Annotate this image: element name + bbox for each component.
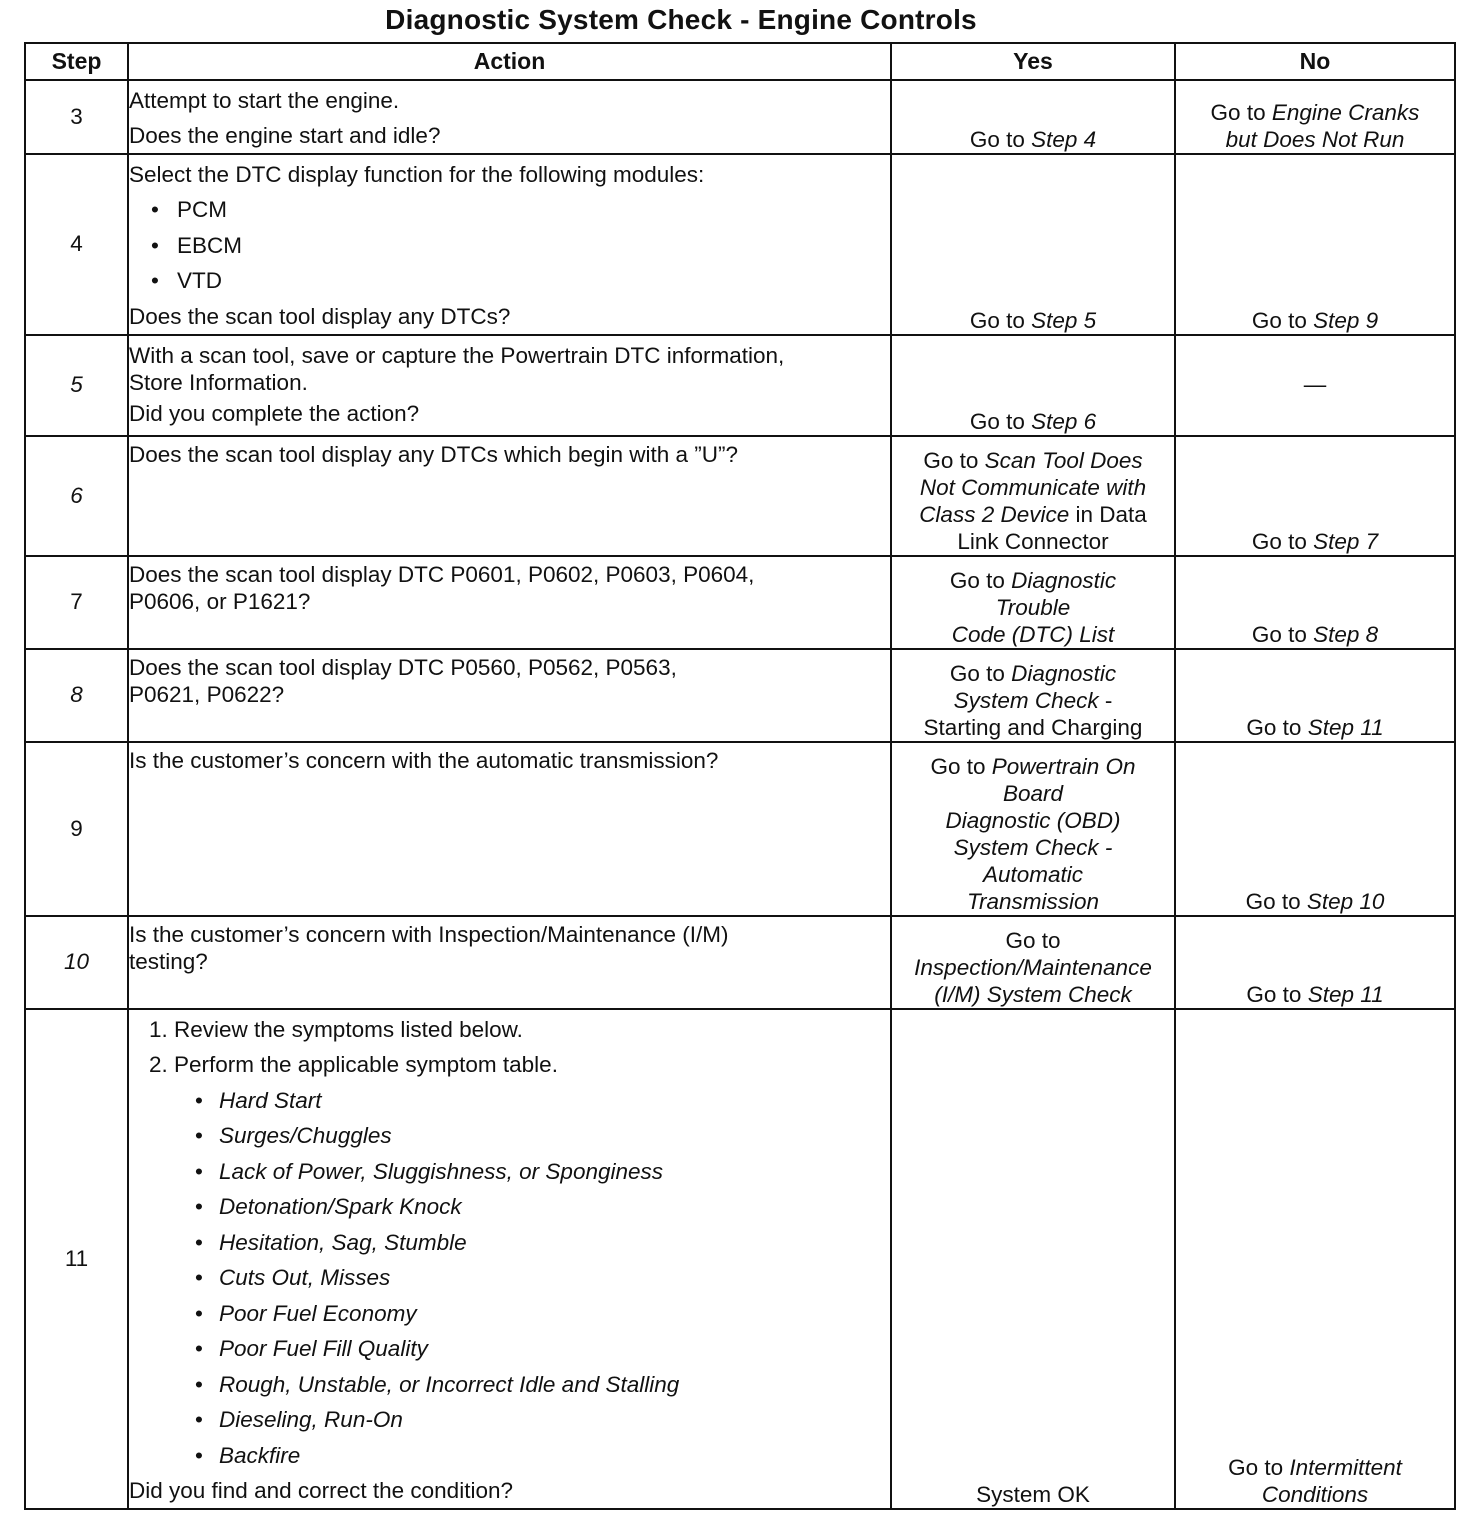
- no-cell: [1175, 916, 1455, 1009]
- header-yes: Yes: [891, 43, 1175, 80]
- action-cell: [128, 80, 891, 154]
- yes-text-cont: -: [1098, 687, 1113, 713]
- no-cell: [1175, 742, 1455, 916]
- yes-link[interactable]: Powertrain On: [991, 753, 1136, 779]
- table-row: [25, 916, 1455, 1009]
- table-row: [25, 436, 1455, 556]
- yes-link[interactable]: Inspection/Maintenance: [914, 954, 1152, 980]
- no-link[interactable]: Step 11: [1307, 714, 1384, 740]
- yes-cell: [891, 742, 1175, 916]
- table-row: [25, 335, 1455, 436]
- no-text: Go to: [1245, 888, 1307, 914]
- no-cell: [1175, 80, 1455, 154]
- yes-link-cont[interactable]: Class 2 Device: [919, 501, 1070, 527]
- symptom-link[interactable]: • Detonation/Spark Knock: [195, 1189, 890, 1225]
- no-link[interactable]: Step 10: [1306, 888, 1385, 914]
- no-link[interactable]: Engine Cranks: [1271, 100, 1420, 125]
- yes-text: Go to: [969, 127, 1032, 152]
- yes-cell: [891, 154, 1175, 335]
- yes-link-cont[interactable]: Code (DTC) List: [951, 621, 1115, 647]
- no-link-cont[interactable]: but Does Not Run: [1225, 127, 1405, 152]
- no-cell: [1175, 556, 1455, 649]
- action-question-cont: testing?: [129, 948, 208, 974]
- list-item: • VTD: [151, 263, 890, 299]
- yes-text: Go to: [1005, 927, 1061, 953]
- action-question: Is the customer’s concern with the automatic transmission?: [129, 747, 719, 773]
- symptom-link[interactable]: • Cuts Out, Misses: [195, 1260, 890, 1296]
- list-item: 2. Perform the applicable symptom table.: [149, 1052, 558, 1077]
- action-text: Attempt to start the engine.: [129, 88, 400, 113]
- action-text-cont: Store Information.: [129, 369, 308, 395]
- symptom-link[interactable]: • Hard Start: [195, 1083, 890, 1119]
- list-item: 1. Review the symptoms listed below.: [149, 1016, 523, 1042]
- yes-cell: [891, 335, 1175, 436]
- yes-link[interactable]: Diagnostic: [1011, 567, 1117, 593]
- yes-text: Go to: [949, 567, 1012, 593]
- symptom-link[interactable]: • Rough, Unstable, or Incorrect Idle and Stalling: [195, 1367, 890, 1403]
- yes-link-cont[interactable]: (I/M) System Check: [934, 981, 1132, 1007]
- symptom-link[interactable]: • Backfire: [195, 1438, 890, 1474]
- no-text: Go to: [1251, 307, 1314, 333]
- symptom-link[interactable]: • Lack of Power, Sluggishness, or Sponginess: [195, 1154, 890, 1190]
- action-question: Does the engine start and idle?: [129, 123, 441, 148]
- yes-text: Go to: [969, 408, 1032, 434]
- yes-link-cont[interactable]: Board: [1002, 780, 1064, 806]
- table-row: [25, 556, 1455, 649]
- action-cell: [128, 436, 891, 556]
- yes-cell: [891, 556, 1175, 649]
- table-row: [25, 80, 1455, 154]
- yes-link-cont[interactable]: Diagnostic (OBD): [945, 807, 1121, 833]
- step-number: 7: [25, 556, 128, 649]
- yes-link-cont[interactable]: Not Communicate with: [919, 474, 1147, 500]
- no-cell: [1175, 335, 1455, 436]
- step-number: 6: [25, 436, 128, 556]
- action-text: Select the DTC display function for the following modules:: [129, 162, 705, 187]
- header-step: Step: [25, 43, 128, 80]
- step-number: 8: [25, 649, 128, 742]
- no-link[interactable]: Step 7: [1313, 528, 1379, 554]
- step-number: 11: [25, 1009, 128, 1510]
- yes-text: System OK: [976, 1482, 1090, 1507]
- diagnostic-table: [24, 42, 1456, 1510]
- action-question-cont: P0621, P0622?: [129, 681, 285, 707]
- yes-link-cont[interactable]: System Check: [953, 687, 1099, 713]
- step-number: 9: [25, 742, 128, 916]
- symptom-link[interactable]: • Hesitation, Sag, Stumble: [195, 1225, 890, 1261]
- no-cell: [1175, 649, 1455, 742]
- no-text: Go to: [1228, 1455, 1290, 1480]
- table-row: [25, 649, 1455, 742]
- action-cell: [128, 649, 891, 742]
- yes-text: Go to: [923, 447, 985, 473]
- symptom-link[interactable]: • Poor Fuel Economy: [195, 1296, 890, 1332]
- header-action: Action: [128, 43, 891, 80]
- no-cell: [1175, 154, 1455, 335]
- no-link-cont[interactable]: Conditions: [1261, 1482, 1369, 1507]
- step-number: 4: [25, 154, 128, 335]
- step-number: 3: [25, 80, 128, 154]
- yes-link[interactable]: Scan Tool Does: [984, 447, 1143, 473]
- no-cell: [1175, 1009, 1455, 1510]
- header-no: No: [1175, 43, 1455, 80]
- symptom-link[interactable]: • Dieseling, Run-On: [195, 1402, 890, 1438]
- yes-link[interactable]: Step 5: [1031, 307, 1097, 333]
- yes-link-cont[interactable]: System Check -: [953, 834, 1113, 860]
- table-row: [25, 1009, 1455, 1510]
- action-question: Does the scan tool display DTC P0560, P0562, P0563,: [129, 654, 677, 680]
- no-text: Go to: [1251, 621, 1314, 647]
- yes-cell: [891, 649, 1175, 742]
- no-text: Go to: [1210, 100, 1272, 125]
- no-cell: [1175, 436, 1455, 556]
- no-dash: —: [1303, 372, 1327, 397]
- action-cell: [128, 556, 891, 649]
- action-text: With a scan tool, save or capture the Powertrain DTC information,: [129, 342, 785, 368]
- action-question: Does the scan tool display DTC P0601, P0602, P0603, P0604,: [129, 561, 755, 587]
- no-link[interactable]: Step 8: [1313, 621, 1379, 647]
- no-link[interactable]: Intermittent: [1289, 1455, 1402, 1480]
- symptom-link[interactable]: • Poor Fuel Fill Quality: [195, 1331, 890, 1367]
- action-cell: [128, 1009, 891, 1510]
- yes-text: Go to: [930, 753, 992, 779]
- yes-text-cont: Starting and Charging: [923, 714, 1143, 740]
- table-row: [25, 742, 1455, 916]
- action-question: Does the scan tool display any DTCs?: [129, 303, 511, 329]
- action-question-cont: P0606, or P1621?: [129, 588, 311, 614]
- header-row: [25, 43, 1455, 80]
- document-title: Diagnostic System Check - Engine Controls: [385, 4, 977, 35]
- action-question: Did you complete the action?: [129, 400, 420, 426]
- yes-cell: [891, 436, 1175, 556]
- module-list: [129, 192, 890, 299]
- symptom-list: [129, 1083, 890, 1474]
- yes-cell: [891, 1009, 1175, 1510]
- numbered-list: [129, 1012, 890, 1083]
- symptom-link[interactable]: • Surges/Chuggles: [195, 1118, 890, 1154]
- yes-text-cont: Link Connector: [957, 528, 1109, 554]
- yes-link[interactable]: Diagnostic: [1011, 660, 1117, 686]
- yes-link[interactable]: Step 6: [1031, 408, 1097, 434]
- list-item: • PCM: [151, 192, 890, 228]
- no-link[interactable]: Step 11: [1307, 981, 1384, 1007]
- table-row: [25, 154, 1455, 335]
- yes-text-cont: in Data: [1069, 501, 1147, 527]
- yes-text: Go to: [969, 307, 1032, 333]
- step-number: 10: [25, 916, 128, 1009]
- yes-link-cont[interactable]: Trouble: [995, 594, 1071, 620]
- action-cell: [128, 742, 891, 916]
- action-cell: [128, 335, 891, 436]
- action-cell: [128, 154, 891, 335]
- no-text: Go to: [1246, 981, 1308, 1007]
- no-link[interactable]: Step 9: [1313, 307, 1379, 333]
- action-question: Did you find and correct the condition?: [129, 1478, 513, 1503]
- step-number: 5: [25, 335, 128, 436]
- no-text: Go to: [1251, 528, 1314, 554]
- yes-cell: [891, 916, 1175, 1009]
- yes-link-cont[interactable]: Automatic: [982, 861, 1084, 887]
- yes-link[interactable]: Step 4: [1031, 127, 1097, 152]
- yes-link-cont[interactable]: Transmission: [966, 888, 1100, 914]
- action-cell: [128, 916, 891, 1009]
- list-item: • EBCM: [151, 228, 890, 264]
- action-question: Does the scan tool display any DTCs which begin with a ”U”?: [129, 441, 739, 467]
- yes-text: Go to: [949, 660, 1012, 686]
- yes-cell: [891, 80, 1175, 154]
- no-text: Go to: [1246, 714, 1308, 740]
- action-question: Is the customer’s concern with Inspection/Maintenance (I/M): [129, 921, 729, 947]
